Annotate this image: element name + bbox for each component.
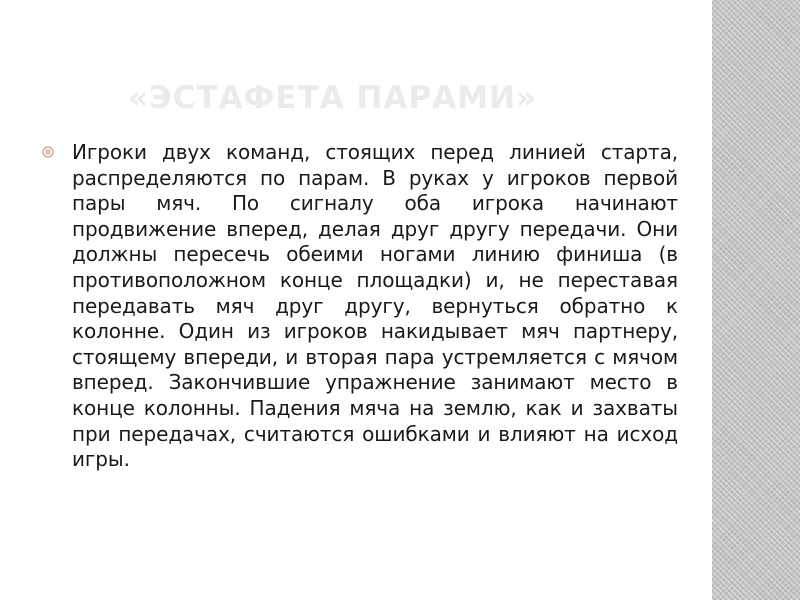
circle-bullet-icon bbox=[42, 146, 54, 158]
bullet-text: Игроки двух команд, стоящих перед линией старта, распределяются по парам. В руках у игроков первой пары мяч. По сигналу оба игрока начинают продвижение вперед, делая друг другу передачи. Они должны пересечь обеими ногами линию финиша (в противоположном конце площадки) и, не переставая передавать мяч друг другу, вернуться обратно к колонне. Один из игроков накидывает мяч партнеру, стоящему впереди, и вторая пара устремляется с мячом вперед. Закончившие упражнение занимают место в конце колонны. Падения мяча на землю, как и захваты при передачах, считаются ошибками и влияют на исход игры. bbox=[72, 140, 678, 472]
slide-title: «ЭСТАФЕТА ПАРАМИ» bbox=[128, 80, 537, 116]
slide-body bbox=[42, 140, 678, 473]
side-decorative-band bbox=[712, 0, 800, 600]
bullet-item bbox=[42, 140, 678, 473]
